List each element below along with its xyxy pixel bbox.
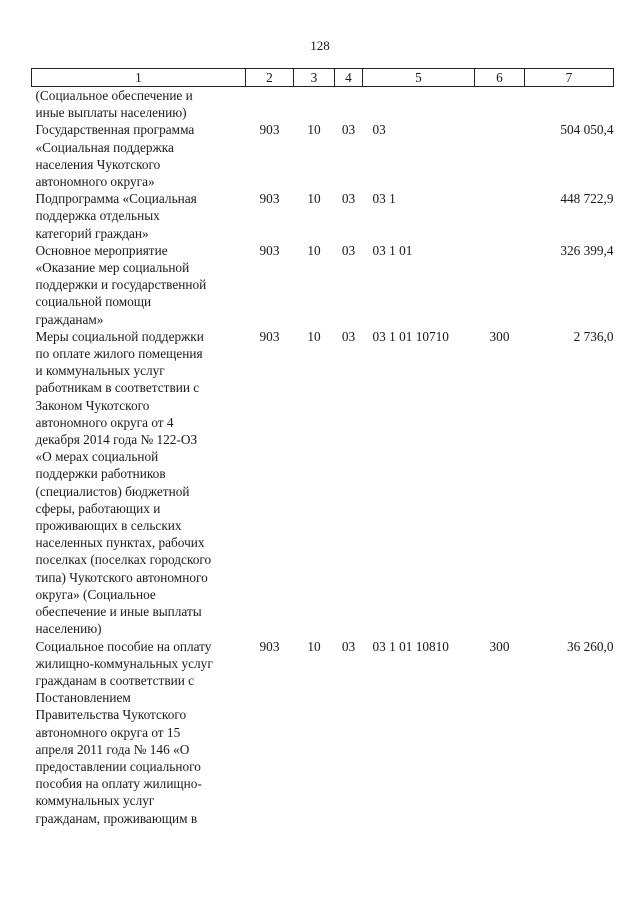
expense-type-code <box>475 87 525 122</box>
description-line: Законом Чукотского <box>35 397 150 413</box>
description-line: «Оказание мер социальной <box>35 260 190 276</box>
description-line: округа» (Социальное <box>35 586 156 602</box>
row-description <box>32 638 246 827</box>
header-col-5: 5 <box>363 69 475 87</box>
description-line: категорий граждан» <box>35 225 149 241</box>
expense-type-code <box>475 190 525 242</box>
ministry-code: 903 <box>259 122 280 138</box>
description-line: предоставлении социального <box>35 758 201 774</box>
description-line: автономного округа» <box>35 174 155 190</box>
description-line: поддержки работников <box>35 466 166 482</box>
description-line: поддержка отдельных <box>35 208 160 224</box>
description-line: автономного округа от 4 <box>35 414 174 430</box>
expense-type-code: 300 <box>489 328 510 344</box>
description-line: Меры социальной поддержки <box>35 328 204 344</box>
target-article-code: 03 <box>372 122 386 138</box>
description-line: поддержки и государственной <box>35 277 207 293</box>
table-row <box>32 121 614 190</box>
description-line: жилищно-коммунальных услуг <box>35 655 213 671</box>
subsection-code: 03 <box>341 122 356 138</box>
description-line: работникам в соответствии с <box>35 380 200 396</box>
header-col-3: 3 <box>294 69 335 87</box>
description-line: по оплате жилого помещения <box>35 346 203 362</box>
ministry-code: 903 <box>259 328 280 344</box>
target-article-code: 03 1 01 <box>372 242 413 258</box>
description-line: декабря 2014 года № 122-ОЗ <box>35 432 198 448</box>
table-row <box>32 328 614 638</box>
row-description <box>32 121 246 190</box>
description-line: обеспечение и иные выплаты <box>35 604 202 620</box>
description-line: пособия на оплату жилищно- <box>35 776 202 792</box>
section-code: 10 <box>307 191 321 207</box>
header-row <box>32 69 614 87</box>
description-line: коммунальных услуг <box>35 793 155 809</box>
description-line: автономного округа от 15 <box>35 724 181 740</box>
amount: 326 399,4 <box>560 242 614 258</box>
table-header <box>32 69 614 87</box>
row-description <box>32 190 246 242</box>
description-line: Подпрограмма «Социальная <box>35 191 197 207</box>
amount <box>525 87 614 122</box>
row-description <box>32 328 246 638</box>
description-line: апреля 2011 года № 146 «О <box>35 741 190 757</box>
expense-type-code: 300 <box>489 638 510 654</box>
description-line: Правительства Чукотского <box>35 707 187 723</box>
description-line: гражданам в соответствии с <box>35 672 195 688</box>
section-code: 10 <box>307 328 321 344</box>
description-line: социальной помощи <box>35 294 152 310</box>
header-col-7: 7 <box>525 69 614 87</box>
description-line: населения Чукотского <box>35 156 161 172</box>
budget-table <box>31 68 614 827</box>
description-line: иные выплаты населению) <box>35 105 187 121</box>
target-article-code: 03 1 01 10810 <box>372 638 449 654</box>
ministry-code: 903 <box>259 191 280 207</box>
subsection-code: 03 <box>341 191 356 207</box>
header-col-6: 6 <box>475 69 525 87</box>
description-line: Социальное пособие на оплату <box>35 638 212 654</box>
description-line: населению) <box>35 621 102 637</box>
subsection-code: 03 <box>341 638 356 654</box>
subsection-code: 03 <box>341 242 356 258</box>
amount: 36 260,0 <box>566 638 614 654</box>
header-col-2: 2 <box>246 69 294 87</box>
header-col-4: 4 <box>335 69 363 87</box>
description-line: и коммунальных услуг <box>35 363 165 379</box>
expense-type-code <box>475 242 525 328</box>
subsection-code <box>335 87 363 122</box>
description-line: поселках (поселках городского <box>35 552 212 568</box>
section-code: 10 <box>307 638 321 654</box>
description-line: сферы, работающих и <box>35 500 161 516</box>
description-line: «О мерах социальной <box>35 449 159 465</box>
ministry-code: 903 <box>259 638 280 654</box>
description-line: гражданам» <box>35 311 104 327</box>
target-article-code <box>363 87 475 122</box>
table-row <box>32 242 614 328</box>
header-col-1: 1 <box>32 69 246 87</box>
subsection-code: 03 <box>341 328 356 344</box>
description-line: (специалистов) бюджетной <box>35 483 190 499</box>
description-line: гражданам, проживающим в <box>35 810 198 826</box>
table-row <box>32 87 614 122</box>
section-code: 10 <box>307 242 321 258</box>
row-description <box>32 87 246 122</box>
description-line: Основное мероприятие <box>35 242 168 258</box>
description-line: «Социальная поддержка <box>35 139 174 155</box>
page-number: 128 <box>310 38 330 53</box>
amount: 504 050,4 <box>560 122 614 138</box>
expense-type-code <box>475 121 525 190</box>
description-line: Постановлением <box>35 690 131 706</box>
ministry-code <box>246 87 294 122</box>
table-body <box>32 87 614 827</box>
target-article-code: 03 1 <box>372 191 396 207</box>
row-description <box>32 242 246 328</box>
amount: 448 722,9 <box>560 191 614 207</box>
description-line: Государственная программа <box>35 122 195 138</box>
description-line: (Социальное обеспечение и <box>35 88 193 103</box>
section-code <box>294 87 335 122</box>
description-line: типа) Чукотского автономного <box>35 569 208 585</box>
ministry-code: 903 <box>259 242 280 258</box>
target-article-code: 03 1 01 10710 <box>372 328 449 344</box>
table-row <box>32 638 614 827</box>
description-line: населенных пунктах, рабочих <box>35 535 205 551</box>
section-code: 10 <box>307 122 321 138</box>
table-row <box>32 190 614 242</box>
description-line: проживающих в сельских <box>35 518 182 534</box>
amount: 2 736,0 <box>573 328 614 344</box>
